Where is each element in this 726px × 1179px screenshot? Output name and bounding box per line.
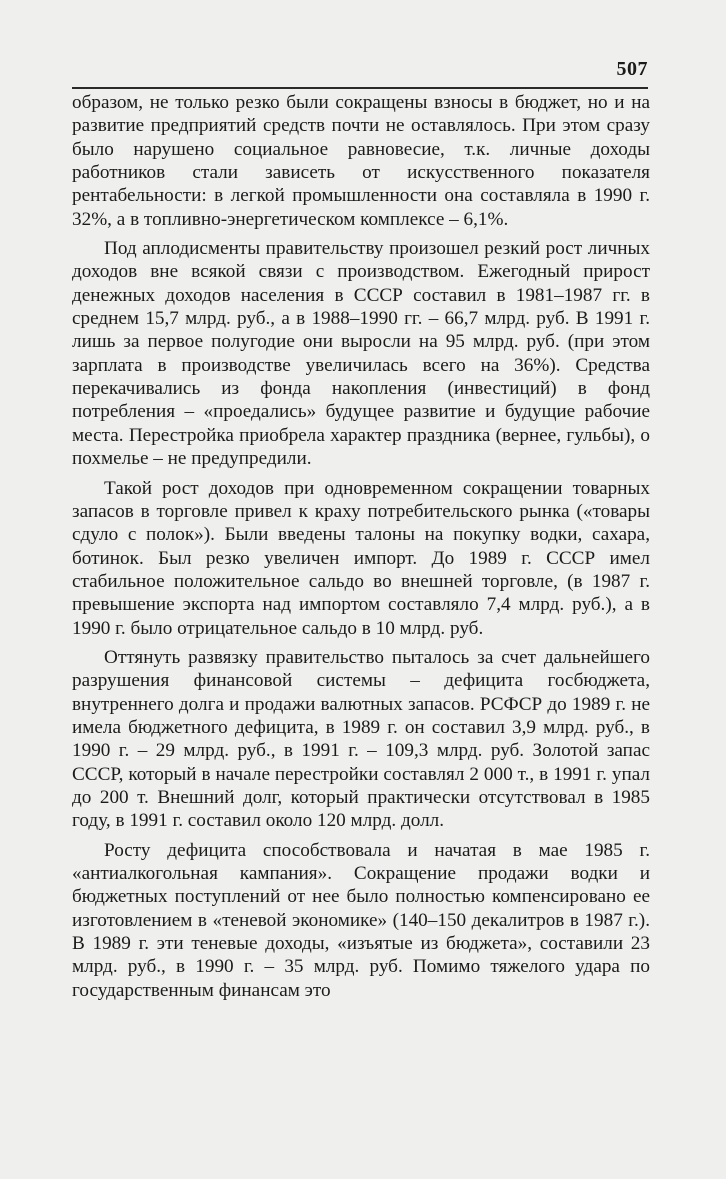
paragraph-2: Под аплодисменты правительству произошел резкий рост личных доходов вне всякой связи с производством. Ежегодный прирост денежных доходов населения в СССР составил в 1981–1987 гг. в среднем 15,7 млрд. руб., а в 1988–1990 гг. – 66,7 млрд. руб. В 1991 г. лишь за первое полугодие они выросли на 95 млрд. руб. (при этом зарплата в производстве увеличилась всего на 36%). Средства перекачивались из фонда накопления (инвестиций) в фонд потребления – «проедались» будущее развитие и будущие рабочие места. Перестройка приобрела характер праздника (вернее, гульбы), о похмелье – не предупредили. xyxy=(72,238,650,470)
body-text xyxy=(72,91,650,1008)
paragraph-3: Такой рост доходов при одновременном сокращении товарных запасов в торговле привел к краху потребительского рынка («товары сдуло с полок»). Были введены талоны на покупку водки, сахара, ботинок. Был резко увеличен импорт. До 1989 г. СССР имел стабильное положительное сальдо во внешней торговле, (в 1987 г. превышение экспорта над импортом составляло 7,4 млрд. руб.), а в 1990 г. было отрицательное сальдо в 10 млрд. руб. xyxy=(72,477,650,639)
paragraph-5: Росту дефицита способствовала и начатая в мае 1985 г. «антиалкогольная кампания». Сокращение продажи водки и бюджетных поступлений от нее было полностью компенсировано ее изготовлением в «теневой экономике» (140–150 декалитров в 1987 г.). В 1989 г. эти теневые доходы, «изъятые из бюджета», составили 23 млрд. руб., в 1990 г. – 35 млрд. руб. Помимо тяжелого удара по государственным финансам это xyxy=(72,839,650,1001)
paragraph-4: Оттянуть развязку правительство пыталось за счет дальнейшего разрушения финансовой системы – дефицита госбюджета, внутреннего долга и продажи валютных запасов. РСФСР до 1989 г. не имела бюджетного дефицита, в 1989 г. он составил 3,9 млрд. руб., в 1990 г. – 29 млрд. руб., в 1991 г. – 109,3 млрд. руб. Золотой запас СССР, который в начале перестройки составлял 2 000 т., в 1991 г. упал до 200 т. Внешний долг, который практически отсутствовал в 1985 году, в 1991 г. составил около 120 млрд. долл. xyxy=(72,646,650,832)
header-rule xyxy=(72,87,648,89)
page-number: 507 xyxy=(616,58,648,80)
paragraph-1: образом, не только резко были сокращены взносы в бюджет, но и на развитие предприятий средств почти не оставлялось. При этом сразу было нарушено социальное равновесие, т.к. личные доходы работников стали зависеть от искусственного показателя рентабельности: в легкой промышленности она составляла в 1990 г. 32%, а в топливно-энергетическом комплексе – 6,1%. xyxy=(72,92,650,230)
